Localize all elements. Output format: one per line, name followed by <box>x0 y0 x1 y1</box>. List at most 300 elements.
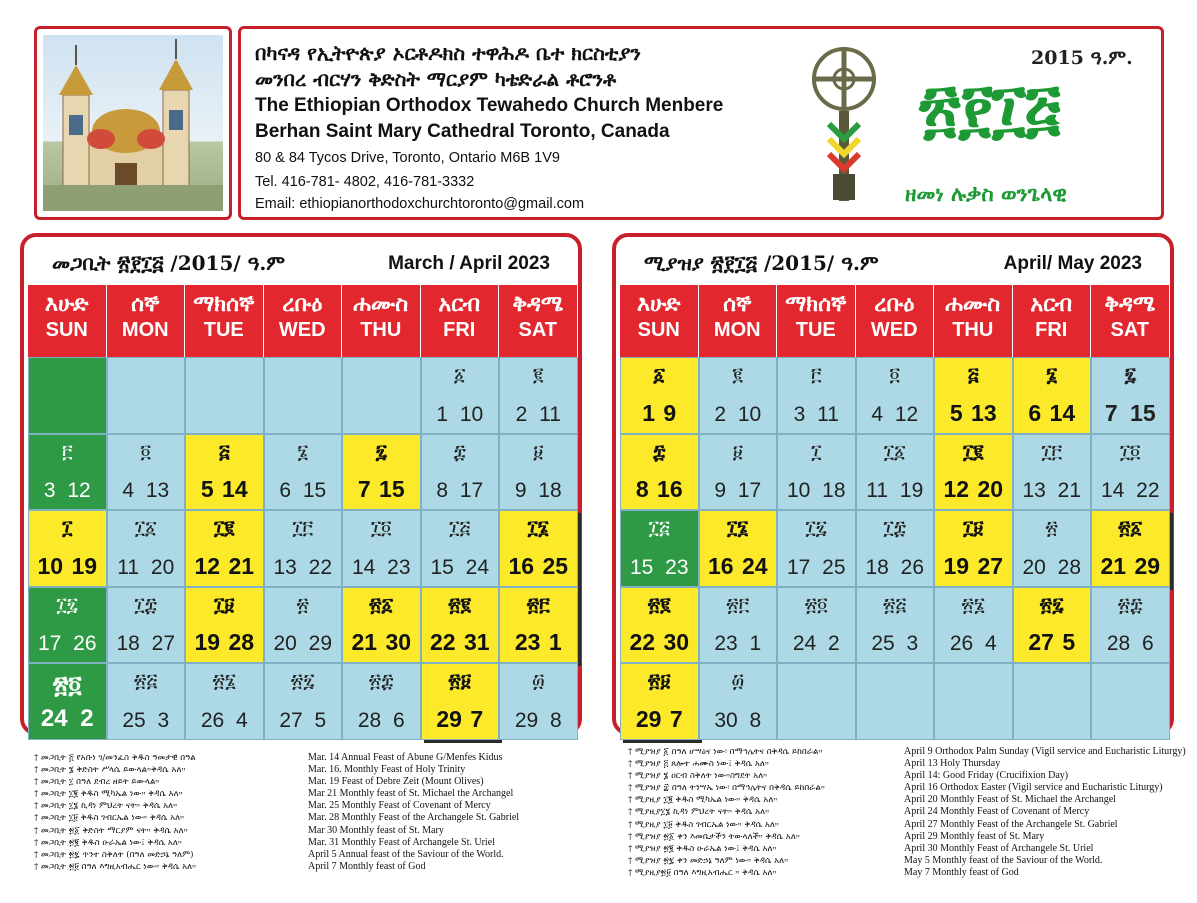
day-dates: 22 31 <box>429 629 490 655</box>
note-line: Mar. 31 Monthly Feast of Archangele St. Uriel <box>308 836 495 848</box>
day-dates: 4 13 <box>122 479 170 502</box>
day-geez-number: ፳፫ <box>526 593 550 616</box>
day-cell[interactable] <box>699 510 778 587</box>
day-geez-number: ፲፬ <box>1119 440 1141 463</box>
day-dates: 9 17 <box>714 479 762 502</box>
day-cell[interactable] <box>421 587 500 664</box>
day-geez-number: ፳፭ <box>883 593 907 616</box>
day-cell[interactable] <box>28 434 107 511</box>
day-geez-number: ፲፬ <box>370 517 392 539</box>
header-english-line-2: Berhan Saint Mary Cathedral Toronto, Canada <box>255 121 670 142</box>
day-cell[interactable] <box>934 434 1013 511</box>
day-cell[interactable] <box>777 357 856 434</box>
day-cell[interactable] <box>1013 587 1092 664</box>
day-geez-number: ፲፪ <box>213 517 235 539</box>
day-dates: 4 12 <box>871 402 919 426</box>
day-cell[interactable] <box>185 434 264 511</box>
day-geez-number: ፲፮ <box>727 517 749 539</box>
note-line: Mar 21 Monthly feast of St. Michael the Archangel <box>308 788 514 800</box>
ethiopian-cross-icon <box>789 39 899 214</box>
day-cell[interactable] <box>620 357 699 434</box>
day-cell[interactable] <box>499 663 578 740</box>
note-line: † ሚያዚያ፳፱ በዓለ እግዚአብሔር ። ቅዳሴ አለ። <box>628 867 777 878</box>
day-geez-number: ፱ <box>732 440 743 463</box>
weekday-english: FRI <box>1035 319 1068 341</box>
day-cell[interactable] <box>777 434 856 511</box>
note-line: † ሚያዝያ ፰ በዓለ ትንሣኤ ነው፡ በማኅሌትና በቅዳሴ ይከበራል። <box>628 783 825 794</box>
note-line: Mar. 19 Feast of Debre Zeit (Mount Olives) <box>308 776 484 788</box>
day-dates: 21 29 <box>1100 552 1161 579</box>
day-geez-number: ፲፯ <box>805 517 828 539</box>
day-cell[interactable] <box>777 510 856 587</box>
note-line: † መጋቢት ፳፱ በዓለ እግዚአብሔር ነው። ቅዳሴ አለ። <box>34 861 197 872</box>
day-geez-number: ፳ <box>296 593 309 616</box>
day-geez-number: ፳፬ <box>804 593 828 616</box>
weekday-english: SUN <box>637 319 680 341</box>
day-cell[interactable] <box>107 510 186 587</box>
note-line: † መጋቢት ፮ ቅድስት ሥላሴ ይውላል።ቅዳሴ አለ። <box>34 765 186 776</box>
day-geez-number: ፲፪ <box>962 440 984 463</box>
day-dates: 7 15 <box>1104 399 1156 426</box>
day-cell[interactable] <box>1013 357 1092 434</box>
day-dates: 12 20 <box>943 476 1004 502</box>
day-dates: 11 19 <box>866 479 924 502</box>
weekday-geez: ቅዳሜ <box>512 291 564 317</box>
day-dates: 25 3 <box>122 708 170 732</box>
note-line: † ሚያዝያ ፳፪ ቅዱስ ዑራኤል ነው፤ ቅዳሴ አለ። <box>628 843 777 854</box>
day-cell[interactable] <box>934 587 1013 664</box>
header-geez-line-1: በካናዳ የኢትዮጵያ ኦርቶዶክስ ተዋሕዶ ቤተ ክርስቲያን <box>255 41 641 65</box>
day-dates: 10 18 <box>786 479 846 502</box>
day-cell[interactable] <box>342 434 421 511</box>
calendar-march-april <box>20 233 582 735</box>
weekday-english: SAT <box>518 319 557 341</box>
day-cell[interactable] <box>699 587 778 664</box>
weekday-header-sun <box>28 285 106 357</box>
day-dates: 17 25 <box>786 555 846 579</box>
year-label: 2015 ዓ.ም. <box>1031 47 1133 69</box>
day-cell[interactable] <box>28 587 107 664</box>
day-cell[interactable] <box>342 510 421 587</box>
note-line: April 5 Annual feast of the Saviour of the World. <box>308 848 504 860</box>
note-line: † መጋቢት ፲ በዓለ ደብረ ዘይት ይውላል። <box>34 777 160 788</box>
day-dates: 15 24 <box>430 555 490 579</box>
day-geez-number: ፯ <box>1124 364 1136 386</box>
day-geez-number: ፬ <box>889 364 900 386</box>
day-geez-number: ፭ <box>218 440 230 463</box>
day-cell[interactable] <box>1091 587 1170 664</box>
day-cell[interactable] <box>777 587 856 664</box>
day-dates: 21 30 <box>351 629 412 655</box>
note-line: April 9 Orthodox Palm Sunday (Vigil service and Eucharistic Liturgy) <box>904 746 1186 757</box>
day-cell[interactable] <box>1091 434 1170 511</box>
weekday-english: WED <box>870 319 918 341</box>
day-dates: 14 22 <box>1100 479 1160 502</box>
day-dates: 23 1 <box>514 629 562 655</box>
day-geez-number: ፳ <box>1045 517 1058 539</box>
note-line: † ሚያዚያ ፲፱ ቅዱስ ገብርኤል ነው። ቅዳሴ አለ። <box>628 819 779 830</box>
day-geez-number: ፪ <box>732 364 743 386</box>
day-dates: 13 22 <box>273 555 333 579</box>
note-line: Mar. 28 Monthly Feast of the Archangele St. Gabriel <box>308 812 520 824</box>
header-telephone: Tel. 416-781- 4802, 416-781-3332 <box>255 174 475 190</box>
header-address: 80 & 84 Tycos Drive, Toronto, Ontario M6B 1V9 <box>255 150 560 166</box>
calendar-title-bar <box>38 247 564 283</box>
note-line: May 5 Monthly feast of the Saviour of the World. <box>904 854 1103 866</box>
day-cell[interactable] <box>107 357 186 434</box>
day-cell[interactable] <box>934 357 1013 434</box>
day-cell[interactable] <box>699 357 778 434</box>
calendar-title-geez: ሚያዝያ ፳፻፲፭ /2015/ ዓ.ም <box>644 251 879 275</box>
weekday-geez: ማክሰኞ <box>785 291 847 317</box>
day-dates: 9 18 <box>514 479 562 502</box>
weekday-header-tue <box>185 285 263 357</box>
day-cell[interactable] <box>185 510 264 587</box>
weekday-header-fri <box>421 285 499 357</box>
day-geez-number: ፳፮ <box>212 670 236 692</box>
day-cell[interactable] <box>699 663 778 740</box>
calendar-title-geez: መጋቢት ፳፻፲፭ /2015/ ዓ.ም <box>52 251 286 275</box>
day-geez-number: ፲፰ <box>134 593 158 616</box>
day-dates: 18 26 <box>865 555 925 579</box>
day-geez-number: ፴ <box>531 670 545 692</box>
day-geez-number: ፳፭ <box>134 670 158 692</box>
day-cell[interactable] <box>28 663 107 740</box>
day-cell[interactable] <box>1091 663 1170 740</box>
day-dates: 16 25 <box>508 552 569 579</box>
note-line: † መጋቢት ፳፯ ጥንተ ስቅለት (በዓለ መድኃኔ ዓለም) <box>34 849 194 860</box>
note-line: April 29 Monthly feast of St. Mary <box>904 830 1045 842</box>
weekday-geez: አርብ <box>1030 291 1073 317</box>
day-cell[interactable] <box>28 510 107 587</box>
day-cell[interactable] <box>264 434 343 511</box>
day-cell[interactable] <box>264 587 343 664</box>
church-photo <box>43 35 223 211</box>
day-geez-number: ፳፩ <box>369 593 394 616</box>
weekday-english: SUN <box>45 319 88 341</box>
day-cell[interactable] <box>28 357 107 434</box>
day-geez-number: ፭ <box>967 364 979 386</box>
day-cell[interactable] <box>107 434 186 511</box>
era-title: ዘመነ ሉቃስ ወንጌላዊ <box>905 181 1067 206</box>
note-line: Mar 30 Monthly feast of St. Mary <box>308 824 444 836</box>
day-geez-number: ፲፭ <box>648 517 670 539</box>
day-cell[interactable] <box>342 587 421 664</box>
day-cell[interactable] <box>342 663 421 740</box>
note-line: † መጋቢት ፲፮ ኪዳነ ምህረት ናት። ቅዳሴ አለ። <box>34 801 178 812</box>
day-cell[interactable] <box>934 663 1013 740</box>
weekday-geez: አርብ <box>438 291 481 317</box>
day-dates: 3 11 <box>793 402 839 426</box>
day-cell[interactable] <box>620 663 699 740</box>
day-cell[interactable] <box>107 587 186 664</box>
day-dates: 8 16 <box>635 476 683 502</box>
weekday-english: THU <box>952 319 994 341</box>
day-dates: 28 6 <box>357 708 405 732</box>
note-line: April 20 Monthly Feast of St. Michael the Archangel <box>904 794 1116 806</box>
day-dates: 27 5 <box>279 708 327 732</box>
day-dates: 5 13 <box>949 399 997 426</box>
day-geez-number: ፮ <box>297 440 309 463</box>
day-cell[interactable] <box>185 663 264 740</box>
day-geez-number: ፲፯ <box>56 593 79 616</box>
note-line: April 30 Monthly Feast of Archangele St. Uriel <box>904 842 1094 854</box>
weekday-geez: እሁድ <box>637 291 681 317</box>
day-geez-number: ፫ <box>810 364 822 386</box>
note-line: † መጋቢት ፲፪ ቅዱስ ሚካኤል ነው። ቅዳሴ አለ። <box>34 789 183 800</box>
day-cell[interactable] <box>499 434 578 511</box>
note-line: Mar. 14 Annual Feast of Abune G/Menfes Kidus <box>308 752 503 763</box>
note-line: † መጋቢት ፳፪ ቅዱስ ዑራኤል ነው፤ ቅዳሴ አለ። <box>34 837 182 848</box>
weekday-english: TUE <box>795 319 836 341</box>
day-geez-number: ፮ <box>1046 364 1058 386</box>
weekday-header-mon <box>107 285 185 357</box>
note-line: † ሚያዝያ ፳፩ ቀን እመቤታችን ትውላለች። ቅዳሴ አለ። <box>628 831 800 842</box>
day-dates: 12 21 <box>194 552 255 579</box>
day-dates: 6 14 <box>1028 399 1076 426</box>
day-dates: 15 23 <box>629 555 689 579</box>
day-cell[interactable] <box>1091 357 1170 434</box>
note-line: † ሚያዚያ፲፮ ኪዳነ ምህረት ናት። ቅዳሴ አለ። <box>628 807 770 818</box>
weekday-header-mon <box>699 285 777 357</box>
day-cell[interactable] <box>1013 510 1092 587</box>
day-geez-number: ፲፩ <box>134 517 157 539</box>
weekday-english: WED <box>278 319 326 341</box>
day-cell[interactable] <box>185 587 264 664</box>
weekday-header-wed <box>856 285 934 357</box>
day-geez-number: ፲፭ <box>449 517 471 539</box>
day-dates: 27 5 <box>1028 629 1076 655</box>
day-geez-number: ፳፮ <box>961 593 985 616</box>
day-dates: 20 29 <box>273 632 333 655</box>
note-line: April 13 Holy Thursday <box>904 758 1001 770</box>
notes-right-english <box>904 746 1186 879</box>
day-geez-number: ፩ <box>653 364 666 386</box>
day-geez-number: ፲፱ <box>963 517 984 539</box>
day-dates: 26 4 <box>200 708 248 732</box>
day-dates: 29 7 <box>436 705 484 732</box>
day-geez-number: ፳፱ <box>448 670 471 692</box>
day-cell[interactable] <box>499 510 578 587</box>
note-line: † ሚያዝያ ፩ በዓለ ሆሣዕና ነው፡ በማኅሌትና በቅዳሴ ይከበራል። <box>628 747 823 757</box>
weekday-header-sat <box>1091 285 1169 357</box>
day-dates: 17 26 <box>37 632 97 655</box>
day-dates: 26 4 <box>949 632 997 655</box>
day-geez-number: ፳፬ <box>52 670 82 699</box>
day-dates: 29 8 <box>514 708 562 732</box>
day-geez-number: ፳፱ <box>648 670 671 692</box>
weekday-header-thu <box>342 285 420 357</box>
day-geez-number: ፲፫ <box>292 517 314 539</box>
weekday-english: SAT <box>1110 319 1149 341</box>
note-line: † መጋቢት ፲፱ ቅዱስ ገብርኤል ነው። ቅዳሴ አለ። <box>34 813 185 824</box>
day-dates: 11 20 <box>117 555 175 579</box>
day-dates: 1 10 <box>436 402 484 426</box>
day-cell[interactable] <box>934 510 1013 587</box>
header-email[interactable]: Email: ethiopianorthodoxchurchtoronto@gmail.com <box>255 196 585 212</box>
day-geez-number: ፲ <box>811 440 822 463</box>
day-geez-number: ፳፩ <box>1118 517 1143 539</box>
day-dates: 24 2 <box>40 704 94 732</box>
day-geez-number: ፳፯ <box>1039 593 1064 616</box>
weekday-geez: ረቡዕ <box>874 291 915 317</box>
church-photo-frame <box>34 26 232 220</box>
day-cell[interactable] <box>620 510 699 587</box>
note-line: † ሚያዝያ ፭ ጸሎተ ሐሙስ ነው፤ ቅዳሴ አለ። <box>628 759 769 770</box>
day-dates: 19 27 <box>943 552 1004 579</box>
day-geez-number: ፴ <box>731 670 745 692</box>
notes-right-geez <box>628 746 825 879</box>
day-dates: 29 7 <box>635 705 683 732</box>
day-dates: 6 15 <box>279 479 327 502</box>
day-geez-number: ፩ <box>453 364 466 386</box>
day-geez-number: ፫ <box>61 440 73 463</box>
day-cell[interactable] <box>421 663 500 740</box>
day-geez-number: ፳፫ <box>726 593 750 616</box>
day-cell[interactable] <box>499 357 578 434</box>
notes-left-english <box>308 752 519 873</box>
day-geez-number: ፱ <box>533 440 544 463</box>
weekday-geez: ሰኞ <box>131 291 160 317</box>
note-line: April 24 Monthly Feast of Covenant of Mercy <box>904 806 1090 818</box>
weekday-geez: ሐሙስ <box>353 291 409 317</box>
day-cell[interactable] <box>777 663 856 740</box>
day-dates: 28 6 <box>1106 632 1154 655</box>
day-geez-number: ፯ <box>375 440 387 463</box>
day-cell[interactable] <box>264 663 343 740</box>
day-cell[interactable] <box>856 434 935 511</box>
day-cell[interactable] <box>421 434 500 511</box>
calendar-april-may <box>612 233 1174 735</box>
weekday-geez: እሁድ <box>45 291 89 317</box>
day-dates: 20 28 <box>1022 555 1082 579</box>
day-dates: 25 3 <box>871 632 919 655</box>
day-dates: 2 11 <box>515 402 561 426</box>
day-cell[interactable] <box>620 434 699 511</box>
day-dates: 30 8 <box>714 708 762 732</box>
calendar-title-english: April/ May 2023 <box>1003 253 1142 274</box>
notes-left-geez <box>34 752 196 873</box>
day-cell[interactable] <box>856 510 935 587</box>
day-cell[interactable] <box>107 663 186 740</box>
day-geez-number: ፲፱ <box>214 593 235 616</box>
weekday-english: THU <box>360 319 402 341</box>
note-line: April 27 Monthly Feast of the Archangele St. Gabriel <box>904 818 1118 830</box>
day-dates: 24 2 <box>792 632 840 655</box>
day-cell[interactable] <box>499 587 578 664</box>
day-dates: 3 12 <box>43 479 91 502</box>
note-line: † ሚያዝያ ፮ ዐርብ ስቅለት ነው።ስግደት አለ። <box>628 771 768 782</box>
day-dates: 8 17 <box>436 479 484 502</box>
day-cell[interactable] <box>856 587 935 664</box>
calendar-title-english: March / April 2023 <box>388 253 550 274</box>
day-cell[interactable] <box>699 434 778 511</box>
weekday-header-sun <box>620 285 698 357</box>
day-dates: 14 23 <box>351 555 411 579</box>
church-illustration <box>43 35 223 211</box>
day-geez-number: ፳፯ <box>290 670 315 692</box>
day-dates: 2 10 <box>714 402 762 426</box>
day-cell[interactable] <box>620 587 699 664</box>
day-cell[interactable] <box>1013 434 1092 511</box>
day-geez-number: ፲፫ <box>1041 440 1063 463</box>
day-geez-number: ፳፰ <box>1117 593 1143 616</box>
day-dates: 16 24 <box>707 552 768 579</box>
weekday-english: FRI <box>443 319 476 341</box>
weekday-header-fri <box>1013 285 1091 357</box>
weekday-geez: ረቡዕ <box>282 291 323 317</box>
note-line: † መጋቢት ፭ የአቡነ ገ/መንፈስ ቅዱስ ዓመታዊ በዓል <box>34 753 196 763</box>
day-geez-number: ፳፰ <box>368 670 394 692</box>
day-geez-number: ፲ <box>62 517 73 539</box>
note-line: April 16 Orthodox Easter (Vigil service and Eucharistic Liturgy) <box>904 782 1163 794</box>
weekday-geez: ሰኞ <box>723 291 752 317</box>
weekday-english: MON <box>121 319 169 341</box>
weekday-header-thu <box>934 285 1012 357</box>
day-cell[interactable] <box>342 357 421 434</box>
day-cell[interactable] <box>856 357 935 434</box>
day-cell[interactable] <box>421 510 500 587</box>
day-geez-number: ፪ <box>533 364 544 386</box>
day-cell[interactable] <box>421 357 500 434</box>
day-dates: 22 30 <box>629 629 690 655</box>
weekday-geez: ማክሰኞ <box>193 291 255 317</box>
day-geez-number: ፬ <box>140 440 151 463</box>
weekday-geez: ሐሙስ <box>945 291 1001 317</box>
day-dates: 5 14 <box>200 476 248 502</box>
day-cell[interactable] <box>856 663 935 740</box>
note-line: † ሚያዚያ ፲፪ ቅዱስ ሚካኤል ነው። ቅዳሴ አለ። <box>628 795 778 806</box>
note-line: Mar. 16. Monthly Feast of Holy Trinity <box>308 764 466 776</box>
note-line: April 7 Monthly feast of God <box>308 860 426 872</box>
day-dates: 1 9 <box>642 399 677 426</box>
day-geez-number: ፳፪ <box>448 593 472 616</box>
header-geez-line-2: መንበረ ብርሃን ቅድስት ማርያም ካቴድራል ቶሮንቶ <box>255 67 617 91</box>
header-english-line-1: The Ethiopian Orthodox Tewahedo Church Menbere <box>255 95 724 116</box>
day-cell[interactable] <box>1013 663 1092 740</box>
day-geez-number: ፳፪ <box>647 593 671 616</box>
day-geez-number: ፲፩ <box>883 440 906 463</box>
weekday-header-tue <box>777 285 855 357</box>
day-cell[interactable] <box>264 510 343 587</box>
note-line: April 14: Good Friday (Crucifixion Day) <box>904 770 1069 782</box>
year-geez-numerals: ፳፻፲፭ <box>919 71 1059 146</box>
weekday-english: MON <box>713 319 761 341</box>
calendar-title-bar <box>630 247 1156 283</box>
day-cell[interactable] <box>185 357 264 434</box>
day-geez-number: ፲፰ <box>883 517 907 539</box>
note-line: May 7 Monthly feast of God <box>904 866 1019 878</box>
note-line: Mar. 25 Monthly Feast of Covenant of Mercy <box>308 800 491 812</box>
day-geez-number: ፰ <box>653 440 666 463</box>
note-line: † ሚያዝያ ፳፯ ቀን መድኃኔ ዓለም ነው። ቅዳሴ አለ። <box>628 855 789 866</box>
day-dates: 7 15 <box>357 476 405 502</box>
day-dates: 10 19 <box>37 552 98 579</box>
header-panel <box>238 26 1164 220</box>
day-dates: 13 21 <box>1022 479 1082 502</box>
weekday-geez: ቅዳሜ <box>1104 291 1156 317</box>
weekday-header-sat <box>499 285 577 357</box>
day-cell[interactable] <box>1091 510 1170 587</box>
day-cell[interactable] <box>264 357 343 434</box>
weekday-english: TUE <box>203 319 244 341</box>
day-geez-number: ፲፮ <box>527 517 549 539</box>
day-dates: 19 28 <box>194 629 255 655</box>
day-dates: 18 27 <box>116 632 176 655</box>
day-geez-number: ፰ <box>453 440 466 463</box>
day-dates: 23 1 <box>714 632 762 655</box>
note-line: † መጋቢት ፳፩ ቅድስት ማርያም ናት። ቅዳሴ አለ። <box>34 825 188 836</box>
